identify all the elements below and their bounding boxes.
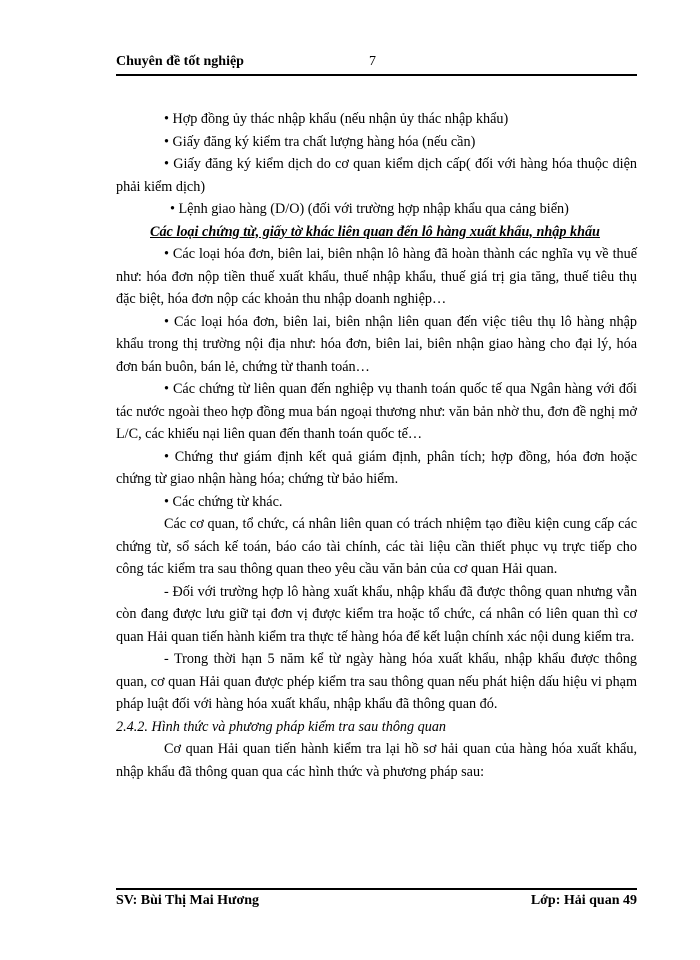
page-footer xyxy=(116,893,637,913)
body-paragraph: Các cơ quan, tổ chức, cá nhân liên quan có trách nhiệm tạo điều kiện cung cấp các chứng từ, sổ sách kế toán, báo cáo tài chính, các tài liệu cần thiết phục vụ trực tiếp cho công tác kiểm tra sau thông quan theo yêu cầu văn bản của cơ quan Hải quan. xyxy=(116,516,637,577)
bullet-item: • Các chứng từ khác. xyxy=(164,493,283,510)
body-paragraph: Cơ quan Hải quan tiến hành kiểm tra lại hồ sơ hải quan của hàng hóa xuất khẩu, nhập khẩu đã thông quan qua các hình thức và phương pháp sau: xyxy=(116,741,637,780)
section-heading: Các loại chứng từ, giấy tờ khác liên quan đến lô hàng xuất khẩu, nhập khẩu xyxy=(150,223,600,240)
body-paragraph: - Trong thời hạn 5 năm kể từ ngày hàng hóa xuất khẩu, nhập khẩu được thông quan, cơ quan Hải quan được phép kiểm tra sau thông quan nếu phát hiện dấu hiệu vi phạm pháp luật đối với hàng hóa xuất khẩu, nhập khẩu đã thông quan đó. xyxy=(116,651,637,712)
bullet-item: • Các chứng từ liên quan đến nghiệp vụ thanh toán quốc tế qua Ngân hàng với đối tác nước ngoài theo hợp đồng mua bán ngoại thương như: văn bản nhờ thu, đơn đề nghị mở L/C, các khiếu nại liên quan đến thanh toán quốc tế… xyxy=(116,381,637,442)
page-header xyxy=(116,54,637,74)
bullet-item: • Chứng thư giám định kết quả giám định, phân tích; hợp đồng, hóa đơn hoặc chứng từ giao nhận hàng hóa; chứng từ bảo hiểm. xyxy=(116,448,637,487)
document-body xyxy=(116,108,637,783)
footer-rule xyxy=(116,888,637,890)
subsection-heading: 2.4.2. Hình thức và phương pháp kiểm tra sau thông quan xyxy=(116,718,447,735)
document-title: Chuyên đề tốt nghiệp xyxy=(116,54,244,69)
header-rule xyxy=(116,74,637,76)
bullet-item: • Giấy đăng ký kiểm dịch do cơ quan kiểm dịch cấp( đối với hàng hóa thuộc diện phải kiểm dịch) xyxy=(116,156,637,195)
bullet-item: • Các loại hóa đơn, biên lai, biên nhận liên quan đến việc tiêu thụ lô hàng nhập khẩu trong thị trường nội địa như: hóa đơn, biên lai, biên nhận giao hàng cho đại lý, hóa đơn bán buôn, bán lẻ, chứng từ thanh toán… xyxy=(116,313,637,375)
student-name: SV: Bùi Thị Mai Hương xyxy=(116,893,259,908)
class-name: Lớp: Hải quan 49 xyxy=(530,893,637,908)
bullet-item: • Các loại hóa đơn, biên lai, biên nhận lô hàng đã hoàn thành các nghĩa vụ về thuế như: hóa đơn nộp tiền thuế xuất khẩu, thuế nhập khẩu, thuế giá trị gia tăng, thuế tiêu thụ đặc biệt, hóa đơn nộp các khoản thu nhập doanh nghiệp… xyxy=(116,246,637,307)
page-number: 7 xyxy=(369,54,376,69)
bullet-item: • Lệnh giao hàng (D/O) (đối với trường hợp nhập khẩu qua cảng biển) xyxy=(170,201,569,217)
body-paragraph: - Đối với trường hợp lô hàng xuất khẩu, nhập khẩu đã được thông quan nhưng vẫn còn đang được lưu giữ tại đơn vị được kiểm tra hoặc tổ chức, cá nhân có liên quan thì cơ quan Hải quan tiến hành kiểm tra thực tế hàng hóa để kết luận chính xác nội dung kiểm tra. xyxy=(116,583,637,645)
bullet-item: • Hợp đồng ủy thác nhập khẩu (nếu nhận ủy thác nhập khẩu) xyxy=(164,111,509,127)
bullet-item: • Giấy đăng ký kiểm tra chất lượng hàng hóa (nếu cần) xyxy=(164,133,476,150)
